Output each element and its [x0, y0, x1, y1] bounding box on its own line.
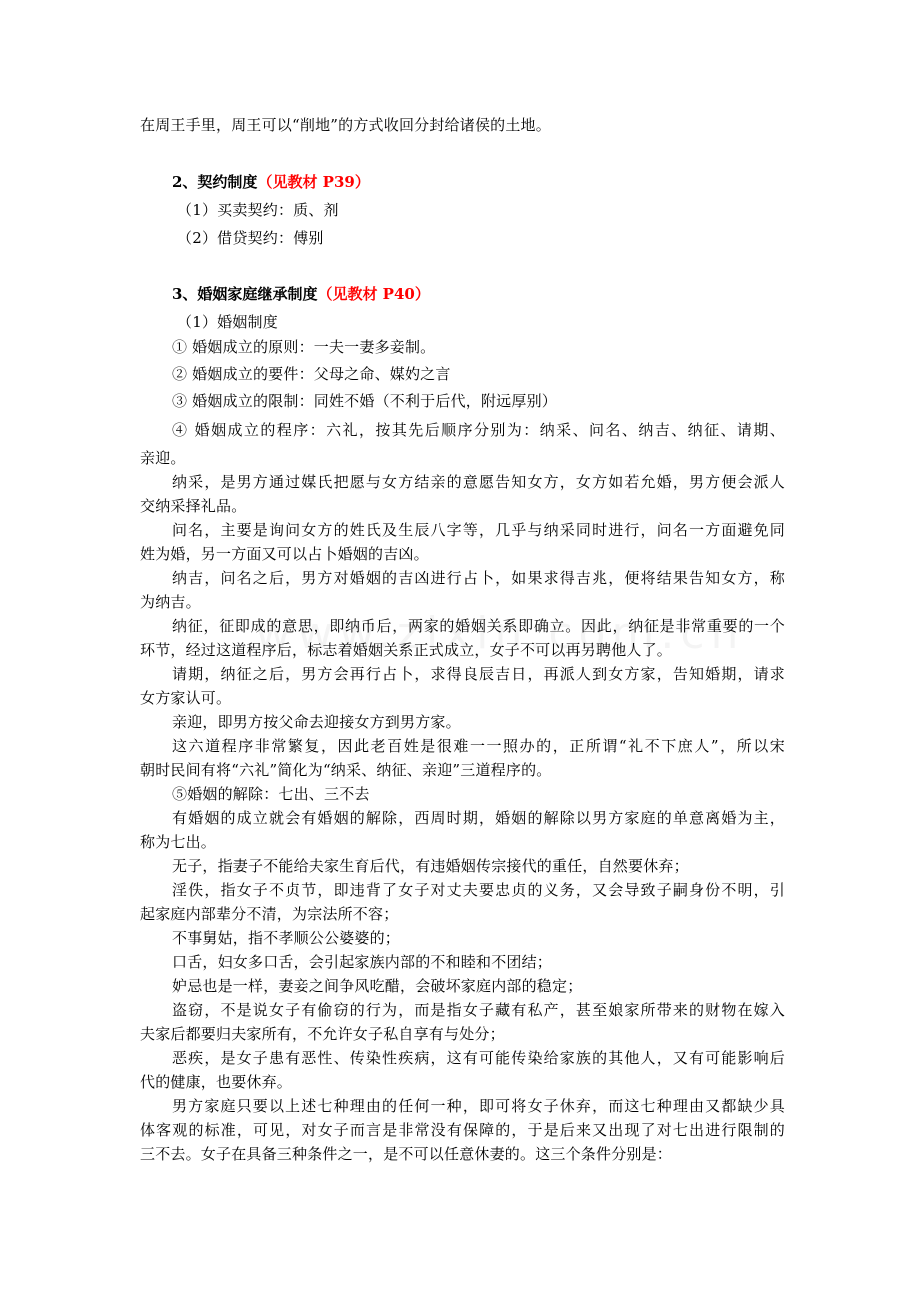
section-heading-marriage — [172, 282, 430, 306]
paragraph-line: 夫家后都要归夫家所有，不允许女子私自享有与处分； — [140, 1025, 505, 1043]
paragraph-line: 在周王手里，周王可以“削地”的方式收回分封给诸侯的土地。 — [140, 116, 551, 134]
paragraph-line: 朝时民间有将“六礼”简化为“纳采、纳征、亲迎”三道程序的。 — [140, 761, 552, 779]
paragraph-line: 纳征，征即成的意思，即纳币后，两家的婚姻关系即确立。因此，纳征是非常重要的一个 — [172, 617, 785, 635]
list-item: ③ 婚姻成立的限制：同姓不婚（不利于后代，附远厚别） — [172, 392, 557, 410]
paragraph-line: 代的健康，也要休弃。 — [140, 1073, 293, 1091]
paragraph-line: 体客观的标准，可见，对女子而言是非常没有保障的，于是后来又出现了对七出进行限制的 — [140, 1121, 785, 1139]
paragraph-line: 无子，指妻子不能给夫家生育后代，有违婚姻传宗接代的重任，自然要休弃； — [172, 857, 689, 875]
paragraph-line: 淫佚，指女子不贞节，即违背了女子对丈夫要忠贞的义务，又会导致子嗣身份不明，引 — [172, 881, 785, 899]
list-item: （2）借贷契约：傅别 — [177, 229, 324, 247]
paragraph-line: 恶疾，是女子患有恶性、传染性疾病，这有可能传染给家族的其他人，又有可能影响后 — [172, 1049, 785, 1067]
paragraph-line: 口舌，妇女多口舌，会引起家族内部的不和睦和不团结； — [172, 953, 553, 971]
paragraph-line: 妒忌也是一样，妻妾之间争风吃醋，会破坏家庭内部的稳定； — [172, 977, 583, 995]
paragraph-line: 这六道程序非常繁复，因此老百姓是很难一一照办的，正所谓“礼不下庶人”，所以宋 — [172, 737, 785, 755]
paragraph-line: 问名，主要是询问女方的姓氏及生辰八字等，几乎与纳采同时进行，问名一方面避免同 — [172, 521, 785, 539]
paragraph-line: 纳吉，问名之后，男方对婚姻的吉凶进行占卜，如果求得吉兆，便将结果告知女方，称 — [172, 569, 785, 587]
list-item: （1）买卖契约：质、剂 — [177, 201, 339, 219]
paragraph-line: 女方家认可。 — [140, 689, 232, 707]
paragraph-line: 三不去。女子在具备三种条件之一，是不可以任意休妻的。这三个条件分别是： — [140, 1145, 673, 1163]
paragraph-line: 有婚姻的成立就会有婚姻的解除，西周时期，婚姻的解除以男方家庭的单意离婚为主， — [172, 809, 785, 827]
paragraph-line: 不事舅姑，指不孝顺公公婆婆的； — [172, 929, 401, 947]
paragraph-line: 称为七出。 — [140, 833, 217, 851]
paragraph-line: 环节，经过这道程序后，标志着婚姻关系正式成立，女子不可以再另聘他人了。 — [140, 641, 673, 659]
list-item: ① 婚姻成立的原则：一夫一妻多妾制。 — [172, 338, 436, 356]
paragraph-line: 亲迎。 — [140, 449, 186, 467]
section-heading-contract — [172, 170, 370, 194]
paragraph-line: 盗窃，不是说女子有偷窃的行为，而是指女子藏有私产，甚至娘家所带来的财物在嫁入 — [172, 1001, 785, 1019]
heading-text: 2、契约制度 — [172, 173, 258, 191]
paragraph-line: 为纳吉。 — [140, 593, 201, 611]
textbook-reference: （见教材 P39） — [257, 173, 370, 191]
heading-text: 3、婚姻家庭继承制度 — [172, 285, 318, 303]
paragraph-line: 纳采，是男方通过媒氏把愿与女方结亲的意愿告知女方，女方如若允婚，男方便会派人 — [172, 473, 785, 491]
list-item: ⑤婚姻的解除：七出、三不去 — [172, 785, 370, 803]
list-item: ④ 婚姻成立的程序：六礼，按其先后顺序分别为：纳采、问名、纳吉、纳征、请期、 — [172, 421, 785, 439]
paragraph-line: 姓为婚，另一方面又可以占卜婚姻的吉凶。 — [140, 545, 429, 563]
list-item: （1）婚姻制度 — [177, 313, 278, 331]
list-item: ② 婚姻成立的要件：父母之命、媒妁之言 — [172, 365, 451, 383]
paragraph-line: 请期，纳征之后，男方会再行占卜，求得良辰吉日，再派人到女方家，告知婚期，请求 — [172, 665, 785, 683]
textbook-reference: （见教材 P40） — [317, 285, 430, 303]
paragraph-line: 男方家庭只要以上述七种理由的任何一种，即可将女子休弃，而这七种理由又都缺少具 — [172, 1097, 785, 1115]
paragraph-line: 亲迎，即男方按父命去迎接女方到男方家。 — [172, 713, 461, 731]
paragraph-line: 起家庭内部辈分不清，为宗法所不容； — [140, 905, 399, 923]
paragraph-line: 交纳采择礼品。 — [140, 497, 247, 515]
